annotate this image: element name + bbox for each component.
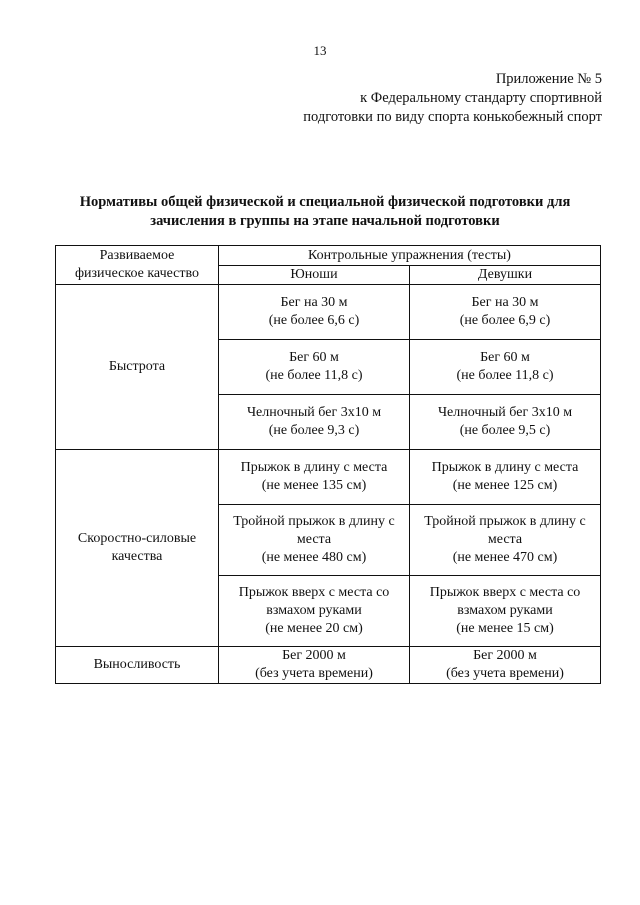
cell-line: (не более 11,8 с): [456, 368, 554, 383]
boys-test-cell: [219, 505, 410, 576]
cell-line: (без учета времени): [446, 666, 564, 681]
document-title: [40, 193, 610, 231]
table-header-row: [56, 246, 601, 266]
boys-test-cell: [219, 647, 410, 684]
cell-line: Прыжок в длину с места: [240, 460, 388, 475]
header-line: физическое качество: [74, 266, 200, 281]
cell-line: Челночный бег 3x10 м: [437, 405, 573, 420]
appendix-line: Приложение № 5: [495, 71, 602, 87]
boys-test-cell: [219, 576, 410, 647]
cell-line: (не менее 480 см): [261, 550, 367, 565]
cell-line: (не более 6,6 с): [268, 313, 360, 328]
cell-line: качества: [111, 549, 163, 564]
table-row: [56, 285, 601, 340]
cell-line: места: [296, 532, 332, 547]
cell-line: Тройной прыжок в длину с: [424, 514, 586, 529]
cell-line: Бег на 30 м: [280, 295, 348, 310]
cell-line: (без учета времени): [255, 666, 373, 681]
cell-line: Скоростно-силовые: [77, 531, 197, 546]
header-line: Развиваемое: [99, 248, 175, 263]
boys-test-cell: [219, 285, 410, 340]
cell-line: Бег на 30 м: [471, 295, 539, 310]
cell-line: (не более 6,9 с): [459, 313, 551, 328]
cell-line: Бег 2000 м: [282, 648, 346, 663]
cell-line: места: [487, 532, 523, 547]
boys-test-cell: [219, 450, 410, 505]
appendix-line: к Федеральному стандарту спортивной: [360, 90, 602, 106]
appendix-block: [303, 70, 602, 127]
cell-line: (не более 9,3 с): [268, 423, 360, 438]
cell-line: (не менее 20 см): [265, 621, 363, 636]
girls-test-cell: [410, 576, 601, 647]
girls-test-cell: [410, 450, 601, 505]
cell-line: (не более 9,5 с): [459, 423, 551, 438]
cell-line: (не более 11,8 с): [265, 368, 363, 383]
girls-test-cell: [410, 340, 601, 395]
girls-test-cell: [410, 647, 601, 684]
quality-cell: Быстрота: [56, 285, 219, 450]
cell-line: взмахом руками: [457, 603, 553, 618]
cell-line: (не менее 125 см): [452, 478, 558, 493]
quality-cell: Выносливость: [56, 647, 219, 684]
boys-test-cell: [219, 340, 410, 395]
cell-line: взмахом руками: [266, 603, 362, 618]
cell-line: (не менее 135 см): [261, 478, 367, 493]
appendix-line: подготовки по виду спорта конькобежный спорт: [303, 109, 602, 125]
cell-line: Прыжок вверх с места со: [238, 585, 390, 600]
girls-test-cell: [410, 505, 601, 576]
quality-cell: [56, 450, 219, 647]
cell-line: (не менее 470 см): [452, 550, 558, 565]
page-number: 13: [313, 43, 327, 58]
girls-test-cell: [410, 285, 601, 340]
title-line: зачисления в группы на этапе начальной подготовки: [150, 213, 500, 229]
cell-line: Прыжок в длину с места: [431, 460, 579, 475]
cell-line: Тройной прыжок в длину с: [233, 514, 395, 529]
cell-line: Бег 60 м: [289, 350, 339, 365]
cell-line: Бег 2000 м: [473, 648, 537, 663]
boys-column-header: Юноши: [219, 266, 410, 285]
cell-line: (не менее 15 см): [456, 621, 554, 636]
title-line: Нормативы общей физической и специальной физической подготовки для: [79, 194, 571, 210]
tests-column-header: Контрольные упражнения (тесты): [219, 246, 601, 266]
table-row: [56, 450, 601, 505]
table-row: [56, 647, 601, 684]
cell-line: Бег 60 м: [480, 350, 530, 365]
girls-test-cell: [410, 395, 601, 450]
norms-table: [55, 245, 601, 684]
quality-column-header: [56, 246, 219, 285]
boys-test-cell: [219, 395, 410, 450]
cell-line: Челночный бег 3x10 м: [246, 405, 382, 420]
girls-column-header: Девушки: [410, 266, 601, 285]
cell-line: Прыжок вверх с места со: [429, 585, 581, 600]
